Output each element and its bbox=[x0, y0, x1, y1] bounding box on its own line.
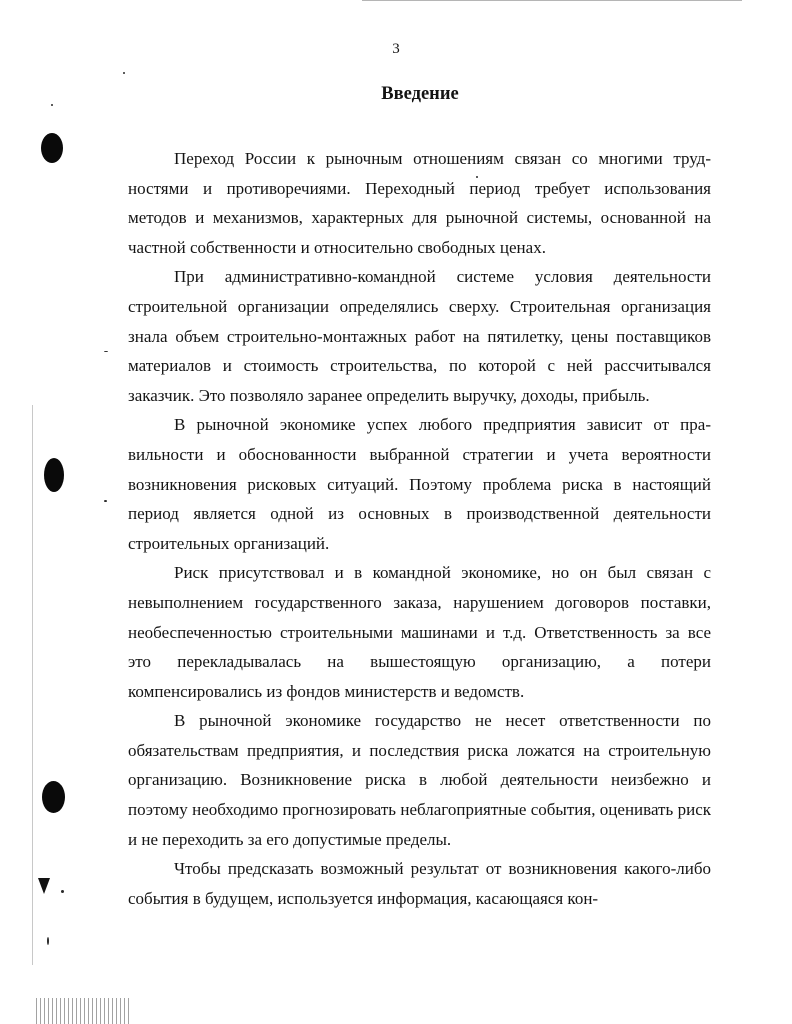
punch-hole-bottom bbox=[42, 781, 65, 813]
punch-hole-top bbox=[41, 133, 63, 163]
paragraph-6: Чтобы предсказать возможный результат от возникновения какого-либо события в будущем, используется информация, касающаяся кон- bbox=[128, 859, 711, 908]
punch-hole-middle bbox=[44, 458, 64, 492]
scan-speck bbox=[104, 351, 108, 352]
section-heading: Введение bbox=[381, 84, 459, 104]
scan-top-rule bbox=[362, 0, 742, 1]
scan-speck bbox=[47, 937, 49, 945]
body-text bbox=[128, 144, 711, 913]
scan-speck bbox=[123, 72, 125, 74]
page-number: 3 bbox=[392, 41, 400, 57]
scan-speck bbox=[61, 890, 64, 893]
paragraph-1: Переход России к рыночным отношениям связан со многими трудностями и противоречиями. Переходный период требует использования методов и механизмов, характерных для рыночной системы, основанной на частной собственности и относительно свободных ценах. bbox=[128, 149, 711, 257]
scan-speck bbox=[104, 500, 107, 502]
scan-bottom-noise bbox=[36, 998, 132, 1024]
paragraph-3: В рыночной экономике успех любого предприятия зависит от правильности и обоснованности выбранной стратегии и учета вероятности возникновения рисковых ситуаций. Поэтому проблема риска в настоящий период является одной из основных в производственной деятельности строительных организаций. bbox=[128, 415, 711, 553]
paragraph-4: Риск присутствовал и в командной экономике, но он был связан с невыполнением государственного заказа, нарушением договоров поставки, необеспеченностью строительными машинами и т.д. Ответственность за все это перекладывалась на вышестоящую организацию, а потери компенсировались из фондов министерств и ведомств. bbox=[128, 563, 711, 701]
paragraph-5: В рыночной экономике государство не несет ответственности по обязательствам предприятия, и последствия риска ложатся на строительную организацию. Возникновение риска в любой деятельности неизбежно и поэтому необходимо прогнозировать неблагоприятные события, оценивать риск и не переходить за его допустимые пределы. bbox=[128, 711, 711, 849]
paragraph-2: При административно-командной системе условия деятельности строительной организации определялись сверху. Строительная организация знала объем строительно-монтажных работ на пятилетку, цены поставщиков материалов и стоимость строительства, по которой с ней рассчитывался заказчик. Это позволяло заранее определить выручку, доходы, прибыль. bbox=[128, 267, 711, 405]
scan-margin-line bbox=[32, 405, 33, 965]
scan-edge-mark bbox=[38, 878, 50, 894]
